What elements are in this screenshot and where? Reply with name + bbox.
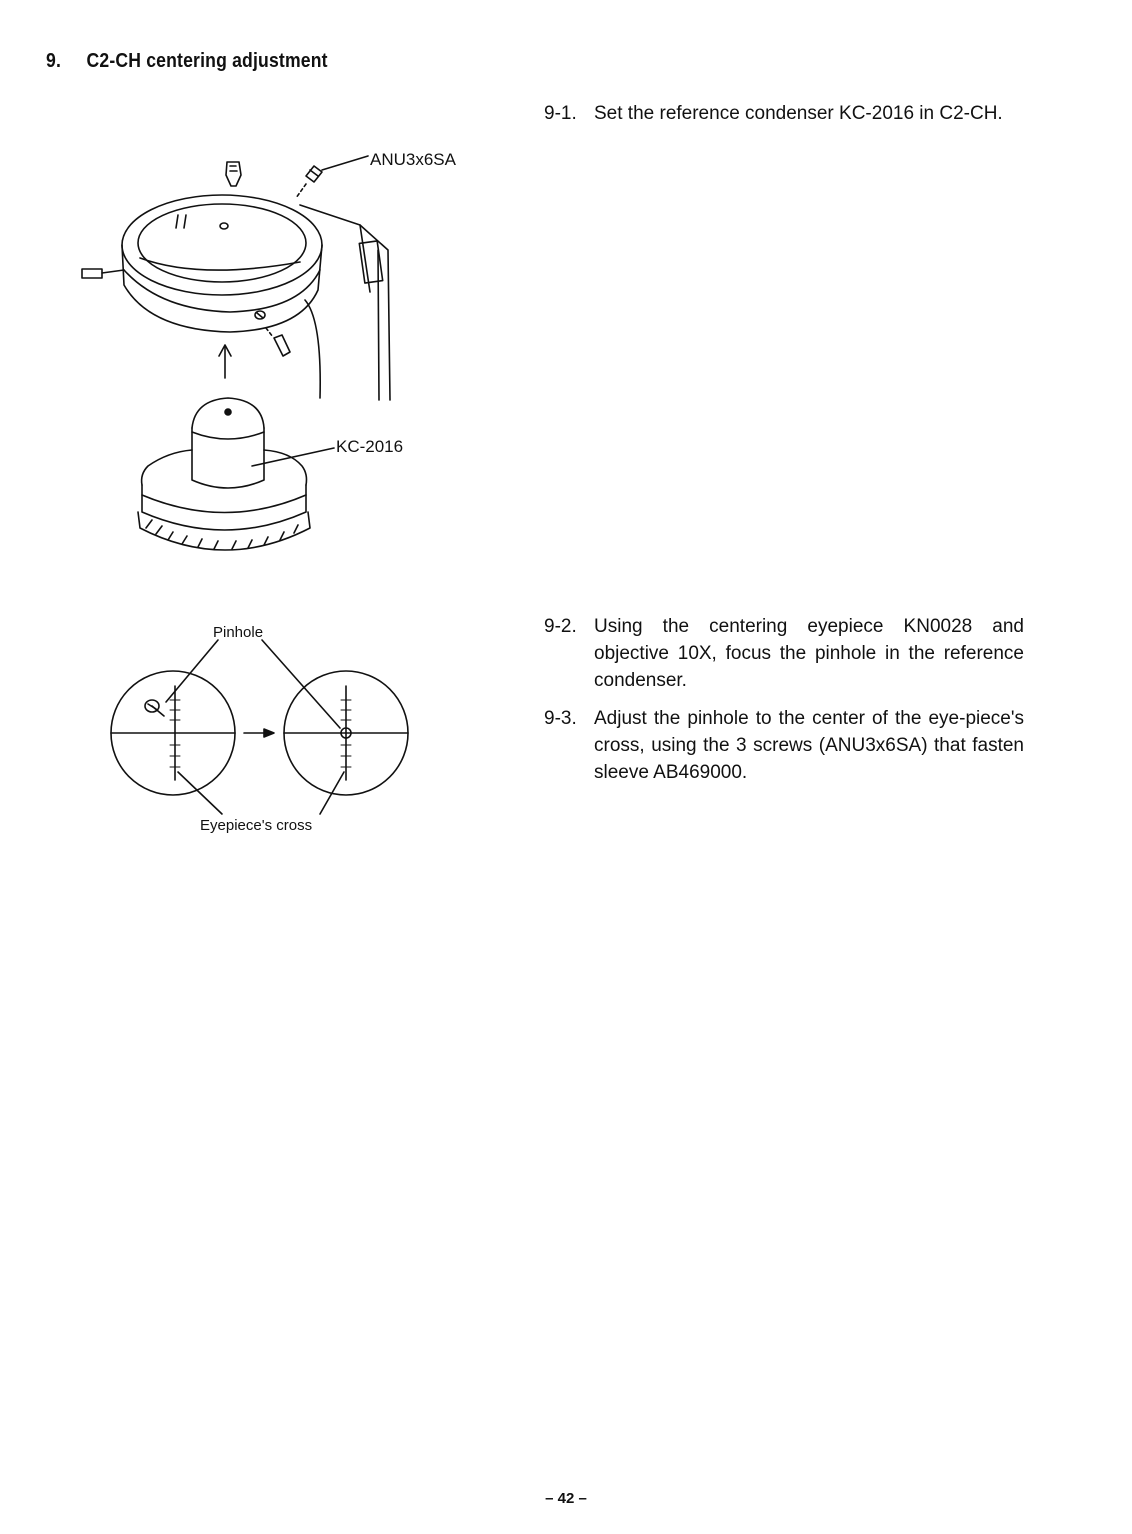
step-text: Set the reference condenser KC-2016 in C2-CH.	[594, 103, 1003, 124]
step-9-2	[544, 613, 1024, 694]
eyepiece-cross-label: Eyepiece's cross	[200, 817, 313, 834]
screw-label: ANU3x6SA	[370, 150, 456, 169]
step-text: Adjust the pinhole to the center of the eye-piece's cross, using the 3 screws (ANU3x6SA) that fasten sleeve AB469000.	[594, 708, 1024, 783]
step-9-1	[544, 100, 1024, 127]
step-number: 9-1.	[544, 103, 577, 124]
kc-2016-condenser-drawing	[138, 398, 334, 550]
step-number: 9-2.	[544, 616, 577, 637]
condenser-label: KC-2016	[336, 437, 404, 456]
section-title: C2-CH centering adjustment	[86, 50, 328, 72]
pinhole-centering-diagram	[111, 640, 408, 814]
step-text: Using the centering eyepiece KN0028 and objective 10X, focus the pinhole in the reference condenser.	[594, 616, 1024, 691]
c2-ch-holder-drawing	[82, 156, 390, 400]
pinhole-label: Pinhole	[213, 624, 264, 641]
step-number: 9-3.	[544, 708, 577, 729]
section-number: 9.	[46, 50, 62, 72]
step-9-3	[544, 705, 1024, 786]
page-number: – 42 –	[545, 1490, 587, 1507]
